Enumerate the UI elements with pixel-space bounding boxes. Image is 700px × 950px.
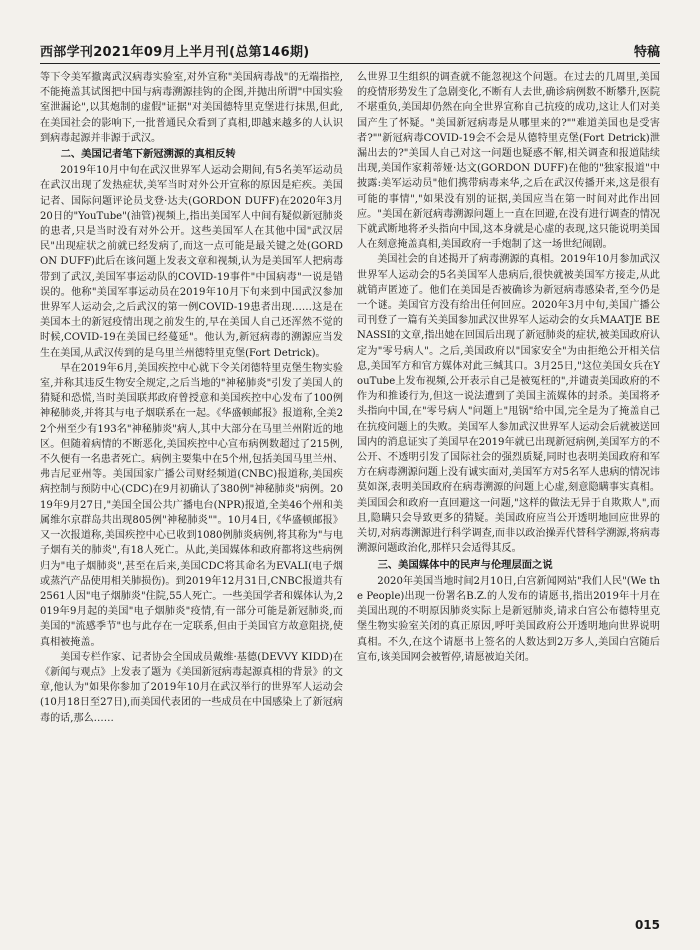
paragraph: 美国专栏作家、记者协会全国成员戴维·基德(DEVVY KIDD)在《新闻与观点》上发表了题为《美国新冠病毒起源真相的背景》的文章,他认为"如果你参加了2019年10月在武汉举行的世界军人运动会(10月18日至27日),而美国代表团的一些成员在中国感染上了新冠病毒的话,那么…… xyxy=(40,651,343,724)
paragraph: 么世界卫生组织的调查就不能忽视这个问题。在过去的几周里,美国的疫情形势发生了急剧变化,不断有人去世,确诊病例数不断攀升,医院不堪重负,美国却仍然在向全世界宣称自己抗疫的成功,这让人们对美国产生了怀疑。"美国新冠病毒是从哪里来的?""难道美国也是受害者?""新冠病毒COVID-19会不会是从德特里克堡(Fort Detrick)泄漏出去的?"美国人自己对这一问题也疑惑不解,相关调查和报道陆续出现,美国作家莉蒂娅·达文(GORDON DUFF)在他的"独家报道"中披露:美军运动员"他们携带病毒来华,之后在武汉传播开来,这是很有可能的事情","如果没有别的证据,美国应当在第一时间对此作出回应。"美国在新冠病毒溯源问题上一直在回避,在没有进行调查的情况下就武断地将矛头指向中国,这本身就是心虚的表现,这只能说明美国人在刻意掩盖真相,美国政府一手炮制了这一场世纪闹剧。 xyxy=(357,72,660,251)
paragraph: 2020年美国当地时间2月10日,白宫新闻网站"我们人民"(We the People)出现一份署名B.Z.的人发布的请愿书,指出2019年十月在美国出现的不明原因肺炎实际上是新冠肺炎,请求白宫公布德特里克堡生物实验室关闭的真正原因,呼吁美国政府公开透明地向世界说明真相。不久,在这个请愿书上签名的人数达到2万多人,美国白宫随后宣布,该美国网会被暂停,请愿被迫关闭。 xyxy=(357,575,660,663)
page-number: 015 xyxy=(634,918,660,932)
paragraph: 美国社会的自述揭开了病毒溯源的真相。2019年10月参加武汉世界军人运动会的5名美国军人患病后,很快就被美国军方接走,从此就销声匿迹了。他们在美国是否被确诊为新冠病毒感染者,至今仍是一个谜。美国官方没有给出任何回应。2020年3月中旬,美国广播公司刊登了一篇有关美国参加武汉世界军人运动会的女兵MAATJE BENASSI的文章,指出她在回国后出现了新冠肺炎的症状,被美国政府认定为"零号病人"。之后,美国政府以"国家安全"为由拒绝公开相关信息,美国军方和官方媒体对此三缄其口。3月25日,"这位美国女兵在YouTube上发布视频,公开表示自己是被冤枉的",并谴责美国政府的不作为和推诿行为,但这一说法遭到了美国主流媒体的封杀。美国将矛头指向中国,在"零号病人"问题上"甩锅"给中国,完全是为了掩盖自己在抗疫问题上的失败。美国军人参加武汉世界军人运动会后就被送回国内的消息证实了美国早在2019年就已出现新冠病例,美国军方的不公开、不透明引发了国际社会的强烈质疑,同时也表明美国政府和军方在病毒溯源问题上没有诚实面对,美国军方对5名军人患病的情况讳莫如深,表明美国政府在病毒溯源的问题上心虚,刻意隐瞒事实真相。美国国会和政府一直回避这一问题,"这样的做法无异于自欺欺人",而且,隐瞒只会导致更多的猜疑。美国政府应当公开透明地回应世界的关切,对病毒溯源进行科学调查,而非以政治操弄代替科学溯源,将病毒溯源问题政治化,那样只会适得其反。 xyxy=(357,254,660,555)
paragraph: 2019年10月中旬在武汉世界军人运动会期间,有5名美军运动员在武汉出现了发热症状,美军当时对外公开宣称的原因是疟疾。美国记者、国际问题评论员戈登·达夫(GORDON DUFF)在2020年3月20日的"YouTube"(油管)视频上,指出美国军人中间有疑似新冠肺炎的患者,只是当时没有对外公开。这些美国军人在其他中国"武汉居民"出现症状之前就已经发病了,而这一点可能是最关键之处(GORDON DUFF)此后在该问题上发表文章和视频,认为是美国军人把病毒带到了武汉,美国军事运动队的COVID-19事件"中国病毒"一说是错误的。他称"美国军事运动员在2019年10月下旬来到中国武汉参加世界军人运动会,之后武汉的第一例COVID-19患者出现……这是在美国本土的新冠疫情出现之前发生的,早在美国人自己还浑然不觉的时候,COVID-19在美国已经蔓延"。他认为,新冠病毒的溯源应当发生在美国,从武汉传到的是乌里兰州德特里克堡(Fort Detrick)。 xyxy=(40,165,343,359)
column-left xyxy=(40,70,343,910)
paragraph: 早在2019年6月,美国疾控中心就下令关闭德特里克堡生物实验室,并称其违反生物安全规定,之后当地的"神秘肺炎"引发了美国人的猜疑和恐慌,当时美国联邦政府曾授意和美国疾控中心发布了100例神秘肺炎,并将其与电子烟联系在一起。《华盛顿邮报》报道称,全美22个州至少有193名"神秘肺炎"病人,其中大部分在马里兰州附近的地区。但随着病情的不断恶化,美国疾控中心宣布病例数超过了215例,不久便有一名患者死亡。病例主要集中在5个州,包括美国马里兰州、弗吉尼亚州等。美国国家广播公司财经频道(CNBC)报道称,美国疾病控制与预防中心(CDC)在9月初确认了380例"神秘肺炎"病例。2019年9月27日,"美国全国公共广播电台(NPR)报道,全美46个州和美属维尔京群岛共出现805例"神秘肺炎""。10月4日,《华盛顿邮报》又一次报道称,美国疾控中心已收到1080例肺炎病例,将其称为"与电子烟有关的肺炎",有18人死亡。从此,美国媒体和政府都将这些病例归为"电子烟肺炎",甚至在后来,美国CDC将其命名为EVALI(电子烟或蒸汽产品使用相关肺损伤)。到2019年12月31日,CNBC报道共有2561人因"电子烟肺炎"住院,55人死亡。一些美国学者和媒体认为,2019年9月起的美国"电子烟肺炎"疫情,有一部分可能是新冠肺炎,而美国的"流感季节"也与此存在一定联系,但由于美国官方故意阻挠,使真相被掩盖。 xyxy=(40,362,343,648)
running-header xyxy=(40,34,660,64)
journal-title: 西部学刊2021年09月上半月刊(总第146期) xyxy=(40,45,310,60)
section-heading: 二、美国记者笔下新冠溯源的真相反转 xyxy=(60,148,236,161)
column-right xyxy=(357,70,660,910)
section-label: 特稿 xyxy=(633,45,660,60)
body-columns xyxy=(40,70,660,910)
paragraph: 等下令美军撤离武汉病毒实验室,对外宣称"美国病毒战"的无端指控,不能掩盖其试图把中国与病毒溯源挂钩的企图,并抛出所谓"中国实验室泄漏论",以其炮制的虚假"证据"对美国德特里克堡进行抹黑,但此,在美国社会的影响下,一批普通民众看到了真相,即越来越多的人认识到病毒起源并非源于武汉。 xyxy=(40,72,343,144)
section-heading: 三、美国媒体中的民声与伦理层面之说 xyxy=(377,558,553,571)
